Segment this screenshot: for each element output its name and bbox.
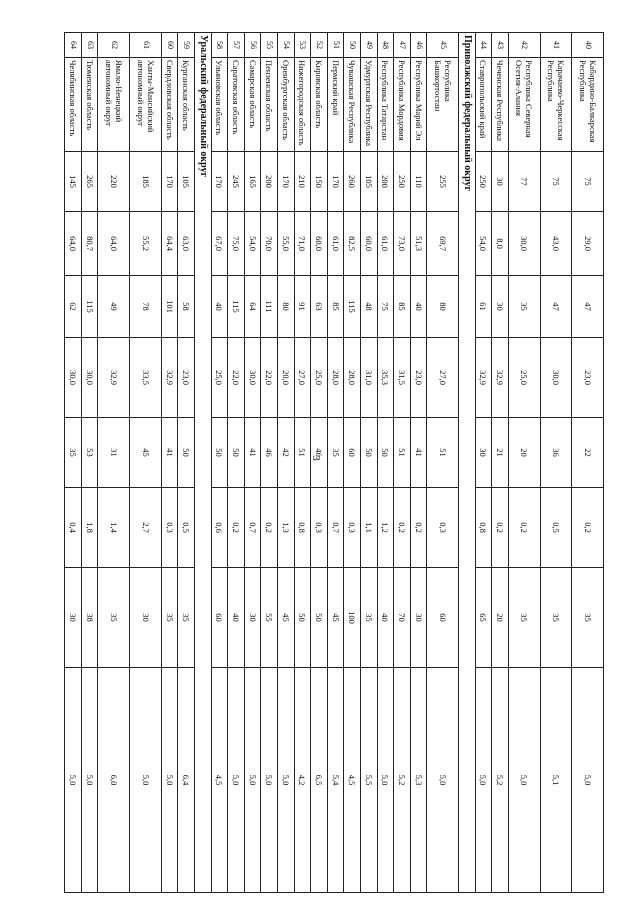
value-cell-6: 1,2 — [377, 488, 394, 568]
value-cell-5: 46 — [261, 418, 278, 488]
value-cell-6: 1,3 — [278, 488, 295, 568]
value-cell-3: 115 — [81, 276, 98, 338]
table-row — [311, 33, 328, 893]
value-cell-6: 0,5 — [540, 488, 572, 568]
value-cell-2: 54,0 — [475, 212, 492, 276]
value-cell-7: 35 — [540, 568, 572, 668]
value-cell-3: 115 — [228, 276, 245, 338]
value-cell-5: 51 — [294, 418, 311, 488]
value-cell-2: 69,7 — [427, 212, 459, 276]
region-name-cell: Ставропольский край — [475, 58, 492, 152]
value-cell-2: 82,5 — [344, 212, 361, 276]
value-cell-7: 30 — [410, 568, 427, 668]
value-cell-4: 30,0 — [244, 338, 261, 418]
value-cell-4: 31,0 — [361, 338, 378, 418]
row-number-cell: 54 — [278, 33, 295, 58]
table-row — [65, 33, 82, 893]
value-cell-6: 1,8 — [81, 488, 98, 568]
table-row — [508, 33, 540, 893]
value-cell-5: 41 — [244, 418, 261, 488]
section-header-row — [459, 33, 476, 893]
value-cell-8: 6,5 — [311, 668, 328, 893]
table-row — [244, 33, 261, 893]
value-cell-1: 105 — [361, 152, 378, 212]
value-cell-6: 0,8 — [294, 488, 311, 568]
value-cell-4: 28,0 — [344, 338, 361, 418]
value-cell-4: 33,5 — [130, 338, 162, 418]
value-cell-3: 49 — [98, 276, 130, 338]
value-cell-2: 80,7 — [81, 212, 98, 276]
value-cell-8: 6,0 — [98, 668, 130, 893]
page-number: 3 — [310, 455, 322, 461]
value-cell-5: 21 — [492, 418, 509, 488]
region-name-cell: Нижегородская область — [294, 58, 311, 152]
table-row — [81, 33, 98, 893]
row-number-cell: 44 — [475, 33, 492, 58]
region-name-cell: Ульяновская область — [211, 58, 228, 152]
table-row — [540, 33, 572, 893]
value-cell-1: 255 — [427, 152, 459, 212]
value-cell-4: 32,9 — [492, 338, 509, 418]
value-cell-3: 78 — [130, 276, 162, 338]
value-cell-5: 22 — [572, 418, 604, 488]
value-cell-2: 55,2 — [130, 212, 162, 276]
value-cell-5: 20 — [508, 418, 540, 488]
value-cell-3: 101 — [161, 276, 178, 338]
row-number-cell: 63 — [81, 33, 98, 58]
value-cell-2: 61,0 — [327, 212, 344, 276]
region-name-cell: Кировская область — [311, 58, 328, 152]
value-cell-7: 30 — [65, 568, 82, 668]
region-name-cell: Самарская область — [244, 58, 261, 152]
row-number-cell: 45 — [427, 33, 459, 58]
value-cell-1: 170 — [278, 152, 295, 212]
table-row — [130, 33, 162, 893]
value-cell-4: 35,3 — [377, 338, 394, 418]
value-cell-3: 48 — [361, 276, 378, 338]
value-cell-8: 5,0 — [228, 668, 245, 893]
value-cell-1: 210 — [294, 152, 311, 212]
value-cell-1: 185 — [130, 152, 162, 212]
region-name-cell: Тюменская область — [81, 58, 98, 152]
value-cell-1: 265 — [81, 152, 98, 212]
value-cell-6: 0,2 — [394, 488, 411, 568]
value-cell-3: 75 — [377, 276, 394, 338]
table-row — [361, 33, 378, 893]
row-number-cell: 51 — [327, 33, 344, 58]
value-cell-7: 30 — [244, 568, 261, 668]
value-cell-3: 35 — [508, 276, 540, 338]
value-cell-6: 2,7 — [130, 488, 162, 568]
value-cell-7: 30 — [130, 568, 162, 668]
table-row — [572, 33, 604, 893]
value-cell-5: 35 — [327, 418, 344, 488]
value-cell-3: 62 — [65, 276, 82, 338]
value-cell-6: 0,3 — [427, 488, 459, 568]
value-cell-7: 100 — [344, 568, 361, 668]
value-cell-1: 200 — [377, 152, 394, 212]
value-cell-8: 5,0 — [475, 668, 492, 893]
value-cell-6: 0,2 — [228, 488, 245, 568]
value-cell-4: 30,0 — [81, 338, 98, 418]
value-cell-8: 5,0 — [261, 668, 278, 893]
value-cell-2: 61,0 — [377, 212, 394, 276]
row-number-cell: 46 — [410, 33, 427, 58]
value-cell-4: 27,0 — [294, 338, 311, 418]
value-cell-4: 32,9 — [98, 338, 130, 418]
value-cell-8: 5,1 — [540, 668, 572, 893]
section-title: Приволжский федеральный округ — [459, 33, 476, 893]
row-number-cell: 53 — [294, 33, 311, 58]
row-number-cell: 62 — [98, 33, 130, 58]
table-row — [294, 33, 311, 893]
table-row — [211, 33, 228, 893]
row-number-cell: 59 — [178, 33, 195, 58]
value-cell-2: 63,0 — [178, 212, 195, 276]
value-cell-3: 63 — [311, 276, 328, 338]
value-cell-2: 60,0 — [361, 212, 378, 276]
value-cell-2: 64,0 — [65, 212, 82, 276]
value-cell-7: 35 — [361, 568, 378, 668]
value-cell-5: 60 — [344, 418, 361, 488]
value-cell-1: 145 — [65, 152, 82, 212]
value-cell-8: 5,0 — [278, 668, 295, 893]
row-number-cell: 57 — [228, 33, 245, 58]
region-name-cell: Республика Татарстан — [377, 58, 394, 152]
value-cell-8: 5,2 — [394, 668, 411, 893]
value-cell-2: 73,0 — [394, 212, 411, 276]
value-cell-5: 50 — [228, 418, 245, 488]
region-name-cell: Ямало-Ненецкий автономный округ — [98, 58, 130, 152]
value-cell-4: 23,0 — [410, 338, 427, 418]
value-cell-6: 0,3 — [161, 488, 178, 568]
value-cell-1: 75 — [540, 152, 572, 212]
value-cell-5: 50 — [361, 418, 378, 488]
value-cell-6: 0,6 — [211, 488, 228, 568]
value-cell-8: 5,0 — [130, 668, 162, 893]
row-number-cell: 47 — [394, 33, 411, 58]
value-cell-5: 50 — [211, 418, 228, 488]
value-cell-5: 46 — [311, 418, 328, 488]
value-cell-1: 260 — [344, 152, 361, 212]
value-cell-4: 25,0 — [211, 338, 228, 418]
value-cell-2: 54,0 — [244, 212, 261, 276]
region-name-cell: Ханты-Мансийский автономный округ — [130, 58, 162, 152]
value-cell-6: 0,8 — [475, 488, 492, 568]
value-cell-3: 64 — [244, 276, 261, 338]
value-cell-6: 0,7 — [327, 488, 344, 568]
value-cell-3: 47 — [540, 276, 572, 338]
value-cell-6: 0,2 — [410, 488, 427, 568]
region-name-cell: Карачаево-Черкесская Республика — [540, 58, 572, 152]
value-cell-2: 71,0 — [294, 212, 311, 276]
value-cell-1: 110 — [410, 152, 427, 212]
value-cell-1: 105 — [178, 152, 195, 212]
value-cell-5: 41 — [161, 418, 178, 488]
value-cell-1: 77 — [508, 152, 540, 212]
value-cell-6: 1,1 — [361, 488, 378, 568]
row-number-cell: 56 — [244, 33, 261, 58]
value-cell-4: 31,5 — [394, 338, 411, 418]
row-number-cell: 48 — [377, 33, 394, 58]
value-cell-1: 250 — [394, 152, 411, 212]
table-row — [98, 33, 130, 893]
table-row — [327, 33, 344, 893]
table-row — [344, 33, 361, 893]
region-name-cell: Оренбургская область — [278, 58, 295, 152]
value-cell-7: 35 — [508, 568, 540, 668]
value-cell-3: 47 — [572, 276, 604, 338]
value-cell-5: 31 — [98, 418, 130, 488]
value-cell-4: 30,0 — [540, 338, 572, 418]
table-row — [394, 33, 411, 893]
region-name-cell: Челябинская область — [65, 58, 82, 152]
table-row — [475, 33, 492, 893]
value-cell-8: 5,3 — [410, 668, 427, 893]
value-cell-8: 5,0 — [65, 668, 82, 893]
value-cell-1: 30 — [492, 152, 509, 212]
table-row — [278, 33, 295, 893]
table-row — [492, 33, 509, 893]
row-number-cell: 50 — [344, 33, 361, 58]
value-cell-6: 0,4 — [65, 488, 82, 568]
value-cell-8: 5,0 — [572, 668, 604, 893]
value-cell-5: 53 — [81, 418, 98, 488]
row-number-cell: 60 — [161, 33, 178, 58]
value-cell-8: 5,0 — [161, 668, 178, 893]
value-cell-3: 61 — [475, 276, 492, 338]
value-cell-3: 91 — [294, 276, 311, 338]
value-cell-5: 36 — [540, 418, 572, 488]
region-name-cell: Пермский край — [327, 58, 344, 152]
value-cell-1: 150 — [311, 152, 328, 212]
value-cell-5: 51 — [394, 418, 411, 488]
value-cell-7: 55 — [261, 568, 278, 668]
value-cell-4: 22,0 — [261, 338, 278, 418]
value-cell-1: 170 — [211, 152, 228, 212]
rotated-table-container — [64, 32, 604, 892]
value-cell-3: 58 — [178, 276, 195, 338]
table-row — [377, 33, 394, 893]
value-cell-1: 220 — [98, 152, 130, 212]
value-cell-1: 200 — [261, 152, 278, 212]
value-cell-8: 5,0 — [427, 668, 459, 893]
row-number-cell: 40 — [572, 33, 604, 58]
value-cell-2: 29,0 — [572, 212, 604, 276]
value-cell-7: 70 — [394, 568, 411, 668]
value-cell-4: 32,9 — [161, 338, 178, 418]
value-cell-7: 20 — [492, 568, 509, 668]
value-cell-5: 45 — [130, 418, 162, 488]
value-cell-5: 51 — [427, 418, 459, 488]
value-cell-1: 170 — [161, 152, 178, 212]
value-cell-3: 111 — [261, 276, 278, 338]
value-cell-6: 0,7 — [244, 488, 261, 568]
value-cell-3: 40 — [211, 276, 228, 338]
section-header-row — [195, 33, 212, 893]
table-row — [410, 33, 427, 893]
region-name-cell: Республика Башкортостан — [427, 58, 459, 152]
table-row — [261, 33, 278, 893]
value-cell-6: 0,5 — [178, 488, 195, 568]
value-cell-8: 5,0 — [508, 668, 540, 893]
row-number-cell: 61 — [130, 33, 162, 58]
value-cell-8: 5,2 — [492, 668, 509, 893]
value-cell-5: 50 — [377, 418, 394, 488]
value-cell-2: 8,0 — [492, 212, 509, 276]
region-name-cell: Курганская область — [178, 58, 195, 152]
value-cell-8: 6,4 — [178, 668, 195, 893]
value-cell-1: 165 — [244, 152, 261, 212]
row-number-cell: 64 — [65, 33, 82, 58]
value-cell-8: 5,4 — [327, 668, 344, 893]
value-cell-7: 40 — [377, 568, 394, 668]
value-cell-1: 170 — [327, 152, 344, 212]
value-cell-2: 70,0 — [261, 212, 278, 276]
value-cell-7: 38 — [81, 568, 98, 668]
row-number-cell: 49 — [361, 33, 378, 58]
value-cell-2: 43,0 — [540, 212, 572, 276]
table-row — [178, 33, 195, 893]
value-cell-2: 64,0 — [98, 212, 130, 276]
region-name-cell: Республика Северная Осетия-Алания — [508, 58, 540, 152]
value-cell-7: 35 — [161, 568, 178, 668]
value-cell-3: 115 — [344, 276, 361, 338]
value-cell-4: 23,0 — [178, 338, 195, 418]
value-cell-8: 4,5 — [344, 668, 361, 893]
value-cell-7: 35 — [178, 568, 195, 668]
value-cell-8: 4,5 — [211, 668, 228, 893]
value-cell-8: 5,5 — [361, 668, 378, 893]
value-cell-2: 60,0 — [311, 212, 328, 276]
value-cell-2: 30,0 — [508, 212, 540, 276]
value-cell-2: 55,0 — [278, 212, 295, 276]
value-cell-7: 60 — [211, 568, 228, 668]
row-number-cell: 55 — [261, 33, 278, 58]
value-cell-6: 0,2 — [492, 488, 509, 568]
row-number-cell: 41 — [540, 33, 572, 58]
value-cell-2: 75,0 — [228, 212, 245, 276]
value-cell-7: 40 — [228, 568, 245, 668]
region-name-cell: Удмуртская Республика — [361, 58, 378, 152]
value-cell-1: 75 — [572, 152, 604, 212]
table-row — [161, 33, 178, 893]
value-cell-6: 0,2 — [508, 488, 540, 568]
value-cell-7: 45 — [278, 568, 295, 668]
value-cell-8: 5,0 — [244, 668, 261, 893]
region-name-cell: Саратовская область — [228, 58, 245, 152]
value-cell-3: 85 — [327, 276, 344, 338]
value-cell-1: 250 — [475, 152, 492, 212]
value-cell-7: 65 — [475, 568, 492, 668]
value-cell-8: 5,0 — [377, 668, 394, 893]
value-cell-5: 30 — [475, 418, 492, 488]
region-name-cell: Республика Мордовия — [394, 58, 411, 152]
table-row — [228, 33, 245, 893]
table-row — [427, 33, 459, 893]
value-cell-5: 50 — [178, 418, 195, 488]
region-name-cell: Чеченская Республика — [492, 58, 509, 152]
value-cell-4: 23,0 — [572, 338, 604, 418]
value-cell-2: 67,0 — [211, 212, 228, 276]
region-name-cell: Кабардино-Балкарская Республика — [572, 58, 604, 152]
row-number-cell: 42 — [508, 33, 540, 58]
value-cell-6: 0,2 — [572, 488, 604, 568]
value-cell-4: 25,0 — [311, 338, 328, 418]
value-cell-7: 60 — [427, 568, 459, 668]
value-cell-6: 0,3 — [344, 488, 361, 568]
row-number-cell: 43 — [492, 33, 509, 58]
region-name-cell: Свердловская область — [161, 58, 178, 152]
region-name-cell: Чувашская Республика — [344, 58, 361, 152]
value-cell-8: 5,0 — [81, 668, 98, 893]
region-data-table — [64, 32, 604, 893]
value-cell-6: 0,2 — [261, 488, 278, 568]
value-cell-4: 28,0 — [327, 338, 344, 418]
value-cell-2: 51,3 — [410, 212, 427, 276]
region-name-cell: Пензенская область — [261, 58, 278, 152]
value-cell-6: 1,4 — [98, 488, 130, 568]
value-cell-4: 25,0 — [508, 338, 540, 418]
value-cell-4: 22,0 — [228, 338, 245, 418]
value-cell-7: 35 — [572, 568, 604, 668]
value-cell-5: 41 — [410, 418, 427, 488]
value-cell-5: 42 — [278, 418, 295, 488]
value-cell-2: 64,4 — [161, 212, 178, 276]
value-cell-8: 4,2 — [294, 668, 311, 893]
value-cell-3: 80 — [427, 276, 459, 338]
row-number-cell: 52 — [311, 33, 328, 58]
value-cell-4: 27,0 — [427, 338, 459, 418]
value-cell-7: 45 — [327, 568, 344, 668]
value-cell-5: 35 — [65, 418, 82, 488]
value-cell-6: 0,3 — [311, 488, 328, 568]
table-body — [65, 33, 604, 893]
section-title: Уральский федеральный округ — [195, 33, 212, 893]
value-cell-7: 50 — [311, 568, 328, 668]
region-name-cell: Республика Марий Эл — [410, 58, 427, 152]
value-cell-7: 50 — [294, 568, 311, 668]
value-cell-3: 40 — [410, 276, 427, 338]
value-cell-3: 85 — [394, 276, 411, 338]
value-cell-1: 245 — [228, 152, 245, 212]
value-cell-3: 30 — [492, 276, 509, 338]
value-cell-4: 30,0 — [65, 338, 82, 418]
value-cell-4: 20,0 — [278, 338, 295, 418]
value-cell-4: 32,9 — [475, 338, 492, 418]
value-cell-7: 35 — [98, 568, 130, 668]
row-number-cell: 58 — [211, 33, 228, 58]
value-cell-3: 80 — [278, 276, 295, 338]
